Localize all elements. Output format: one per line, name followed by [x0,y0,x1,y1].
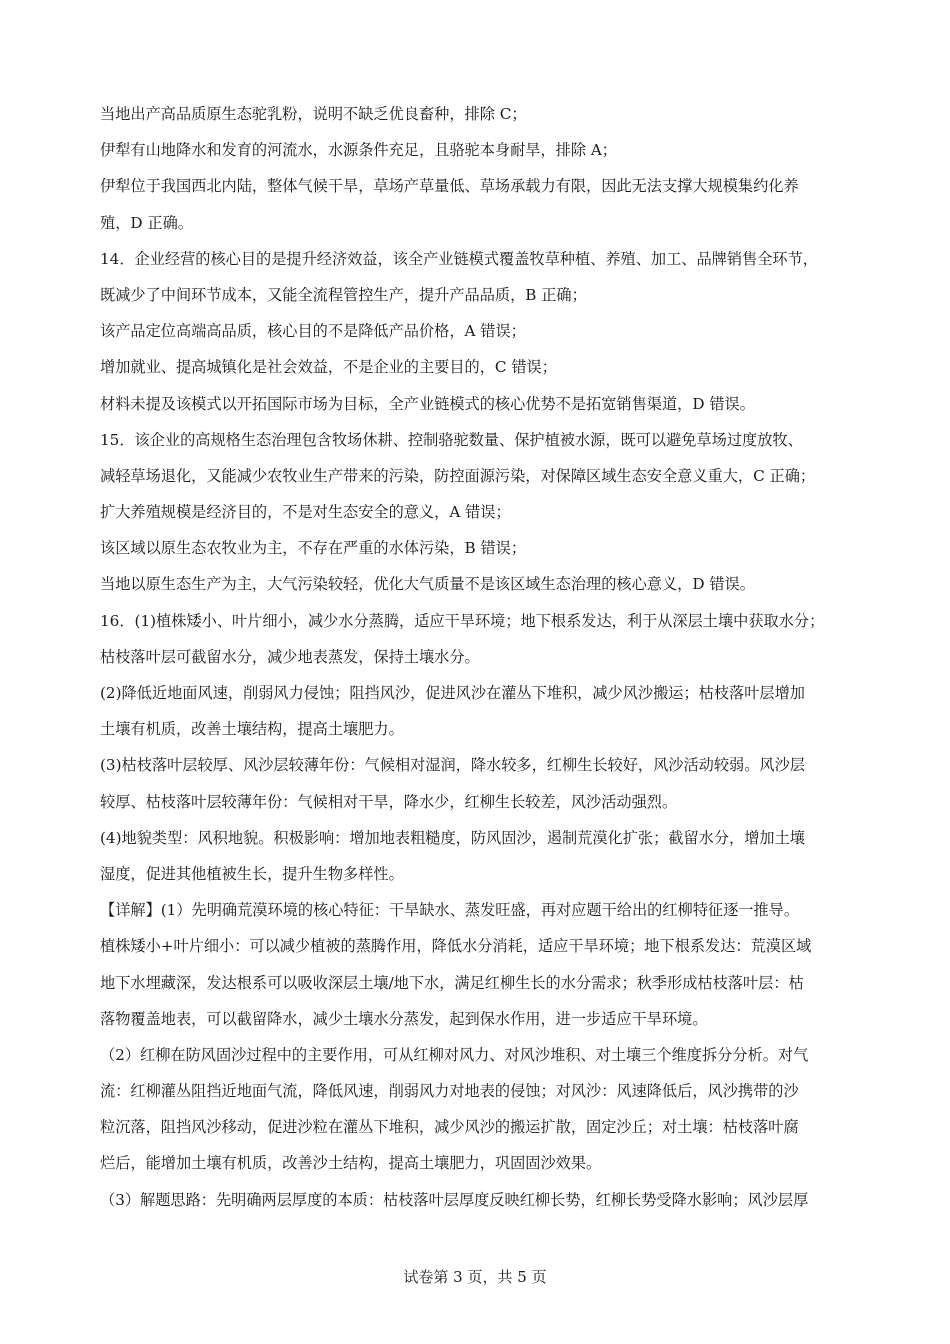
text-line: 既减少了中间环节成本，又能全流程管控生产，提升产品品质，B 正确； [100,285,587,304]
text-line: 粒沉落，阻挡风沙移动，促进沙粒在灌丛下堆积，减少风沙的搬运扩散，固定沙丘；对土壤：枯枝落叶腐 [100,1118,799,1137]
text-line: 土壤有机质，改善土壤结构，提高土壤肥力。 [100,720,404,739]
text-line: （3）解题思路：先明确两层厚度的本质：枯枝落叶层厚度反映红柳长势，红柳长势受降水影响；风沙层厚 [100,1190,809,1209]
text-line: 【详解】(1）先明确荒漠环境的核心特征：干旱缺水、蒸发旺盛，再对应题干给出的红柳特征逐一推导。 [100,901,800,920]
text-line: 16．(1)植株矮小、叶片细小，减少水分蒸腾，适应干旱环境；地下根系发达，利于从深层土壤中获取水分； [100,611,825,630]
text-line: (2)降低近地面风速，削弱风力侵蚀；阻挡风沙，促进风沙在灌丛下堆积，减少风沙搬运；枯枝落叶层增加 [100,684,805,702]
text-line: 该产品定位高端高品质，核心目的不是降低产品价格，A 错误； [100,322,526,341]
document-body [100,96,856,1218]
text-line: (4)地貌类型：风积地貌。积极影响：增加地表粗糙度，防风固沙，遏制荒漠化扩张；截留水分，增加土壤 [100,828,805,847]
text-line: 材料未提及该模式以开拓国际市场为目标，全产业链模式的核心优势不是拓宽销售渠道，D 错误。 [100,394,755,413]
text-line: 枯枝落叶层可截留水分，减少地表蒸发，保持土壤水分。 [100,647,480,666]
text-line: （2）红柳在防风固沙过程中的主要作用，可从红柳对风力、对风沙堆积、对土壤三个维度拆分分析。对气 [100,1045,809,1064]
text-line: 该区域以原生态农牧业为主，不存在严重的水体污染，B 错误； [100,539,527,558]
text-line: (3)枯枝落叶层较厚、风沙层较薄年份：气候相对湿润，降水较多，红柳生长较好，风沙活动较弱。风沙层 [100,756,805,775]
text-line: 增加就业、提高城镇化是社会效益，不是企业的主要目的，C 错误； [100,358,557,377]
text-line: 烂后，能增加土壤有机质，改善沙土结构，提高土壤肥力，巩固固沙效果。 [100,1154,602,1173]
text-line: 湿度，促进其他植被生长，提升生物多样性。 [100,864,404,883]
text-line: 殖，D 正确。 [100,213,193,232]
text-line: 较厚、枯枝落叶层较薄年份：气候相对干旱，降水少，红柳生长较差，风沙活动强烈。 [100,792,678,811]
text-line: 流：红柳灌丛阻挡近地面气流，降低风速，削弱风力对地表的侵蚀；对风沙：风速降低后，风沙携带的沙 [100,1082,799,1101]
text-line: 植株矮小+叶片细小：可以减少植被的蒸腾作用，降低水分消耗，适应干旱环境；地下根系发达：荒漠区域 [100,937,812,956]
text-line: 伊犁有山地降水和发育的河流水，水源条件充足，且骆驼本身耐旱，排除 A； [100,141,617,160]
text-line: 15．该企业的高规格生态治理包含牧场休耕、控制骆驼数量、保护植被水源，既可以避免草场过度放牧、 [100,430,803,449]
text-line: 当地以原生态生产为主，大气污染较轻，优化大气质量不是该区域生态治理的核心意义，D 错误。 [100,575,755,594]
text-line: 当地出产高品质原生态驼乳粉，说明不缺乏优良畜种，排除 C； [100,105,527,123]
text-line: 扩大养殖规模是经济目的，不是对生态安全的意义，A 错误； [100,503,511,522]
text-line: 地下水埋藏深，发达根系可以吸收深层土壤/地下水，满足红柳生长的水分需求；秋季形成枯枝落叶层：枯 [100,973,804,992]
text-line: 落物覆盖地表，可以截留降水，减少土壤水分蒸发，起到保水作用，进一步适应干旱环境。 [100,1009,708,1028]
page-footer: 试卷第 3 页，共 5 页 [403,1268,547,1286]
text-line: 减轻草场退化，又能减少农牧业生产带来的污染，防控面源污染，对保障区域生态安全意义重大，C 正确； [100,466,816,485]
text-line: 伊犁位于我国西北内陆，整体气候干旱，草场产草量低、草场承载力有限，因此无法支撑大规模集约化养 [100,177,799,196]
text-line: 14．企业经营的核心目的是提升经济效益，该全产业链模式覆盖牧草种植、养殖、加工、品牌销售全环节， [100,249,818,268]
